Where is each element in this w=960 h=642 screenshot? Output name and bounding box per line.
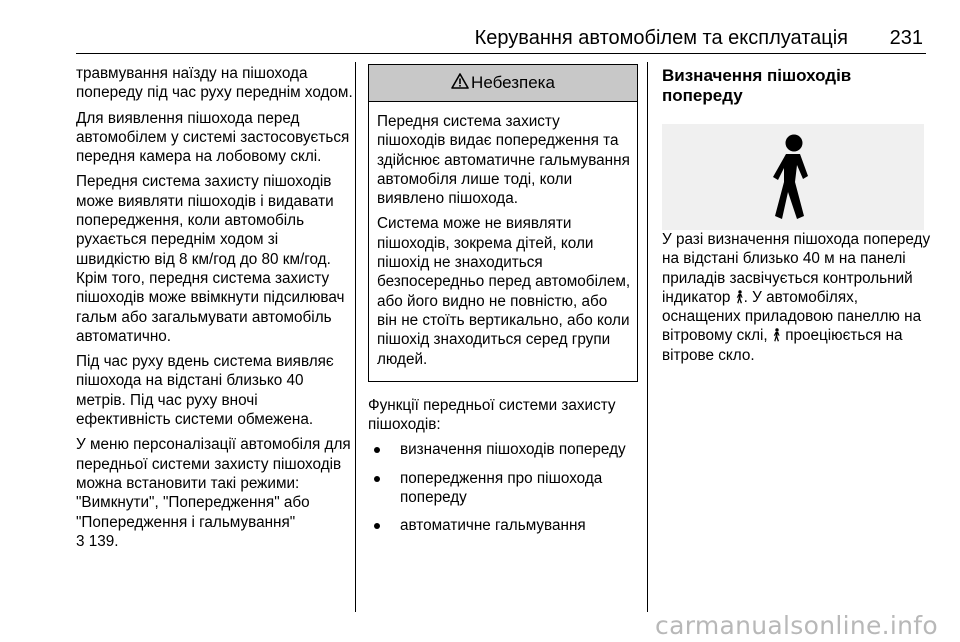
section-heading: Визначення пішоходів попереду (662, 66, 852, 105)
danger-paragraph: Система може не виявляти пішоходів, зокрема дітей, коли пішохід не знаходиться безпосередньо перед автомобілем, або його видно не повністю, або він не стоїть вертикально, або коли пішохід знаходиться серед групи людей. (377, 215, 631, 368)
watermark: carmanualsonline.info (655, 611, 938, 640)
indicator-text-part: проеціюється на вітрове скло. (662, 327, 903, 364)
pedestrian-indicator-icon (735, 290, 744, 304)
indicator-text (662, 230, 932, 365)
pedestrian-indicator-icon (772, 328, 781, 342)
list-item (368, 469, 638, 508)
column-middle (368, 64, 638, 545)
column-left (76, 64, 356, 557)
page-number: 231 (889, 27, 923, 49)
functions-intro: Функції передньої системи захисту пішоходів: (368, 396, 616, 434)
page-ref-link[interactable]: 139. (88, 532, 119, 550)
bullet-icon (374, 447, 380, 453)
indicator-text-part: У разі визначення пішохода попереду на відстані близько 40 м на панелі приладів засвічується контрольний індикатор (662, 231, 931, 306)
paragraph: травмування наїзду на пішохода попереду під час руху переднім ходом. (76, 65, 353, 102)
page-ref-arrow-icon: 3 (76, 532, 85, 550)
list-item-text: визначення пішоходів попереду (400, 441, 626, 459)
bullet-icon (374, 523, 380, 529)
header-title: Керування автомобілем та експлуатація (474, 27, 848, 49)
list-item-text: автоматичне гальмування (400, 517, 586, 535)
paragraph: Передня система захисту пішоходів може виявляти пішоходів і видавати попередження, коли автомобіль рухається переднім ходом зі швидкістю від 8 км/год до 80 км/год. Крім того, передня система захисту пішоходів може ввімкнути підсилювач гальм або загальмувати автомобіль автоматично. (76, 173, 345, 345)
page-header (0, 0, 960, 56)
pedestrian-icon (760, 132, 824, 224)
paragraph: Під час руху вдень система виявляє пішохода на відстані близько 40 метрів. Під час руху вночі ефективність системи обмежена. (76, 353, 334, 429)
functions-list (368, 440, 638, 535)
warning-triangle-icon (451, 66, 469, 102)
list-item (368, 440, 638, 459)
column-right (662, 64, 932, 371)
paragraph: Для виявлення пішохода перед автомобілем у системі застосовується передня камера на лобовому склі. (76, 109, 350, 166)
icon-panel (662, 124, 924, 230)
danger-body (369, 102, 637, 381)
list-item (368, 516, 638, 535)
column-divider (647, 62, 648, 612)
paragraph (76, 435, 356, 551)
settings-text: У меню персоналізації автомобіля для передньої системи захисту пішоходів можна встановити такі режими: "Вимкнути", "Попередження" або "Попередження і гальмування" (76, 436, 351, 531)
danger-title: Небезпека (471, 73, 555, 92)
list-item-text: попередження про пішохода попереду (400, 469, 603, 507)
header-rule (76, 53, 926, 54)
danger-paragraph: Передня система захисту пішоходів видає попередження та здійснює автоматичне гальмування автомобіля лише тоді, коли виявлено пішохода. (377, 113, 630, 208)
indicator-text-part: . У автомобілях, оснащених приладовою панеллю на вітровому склі, (662, 288, 922, 345)
danger-box (368, 64, 638, 382)
danger-header (369, 65, 637, 102)
bullet-icon (374, 476, 380, 482)
